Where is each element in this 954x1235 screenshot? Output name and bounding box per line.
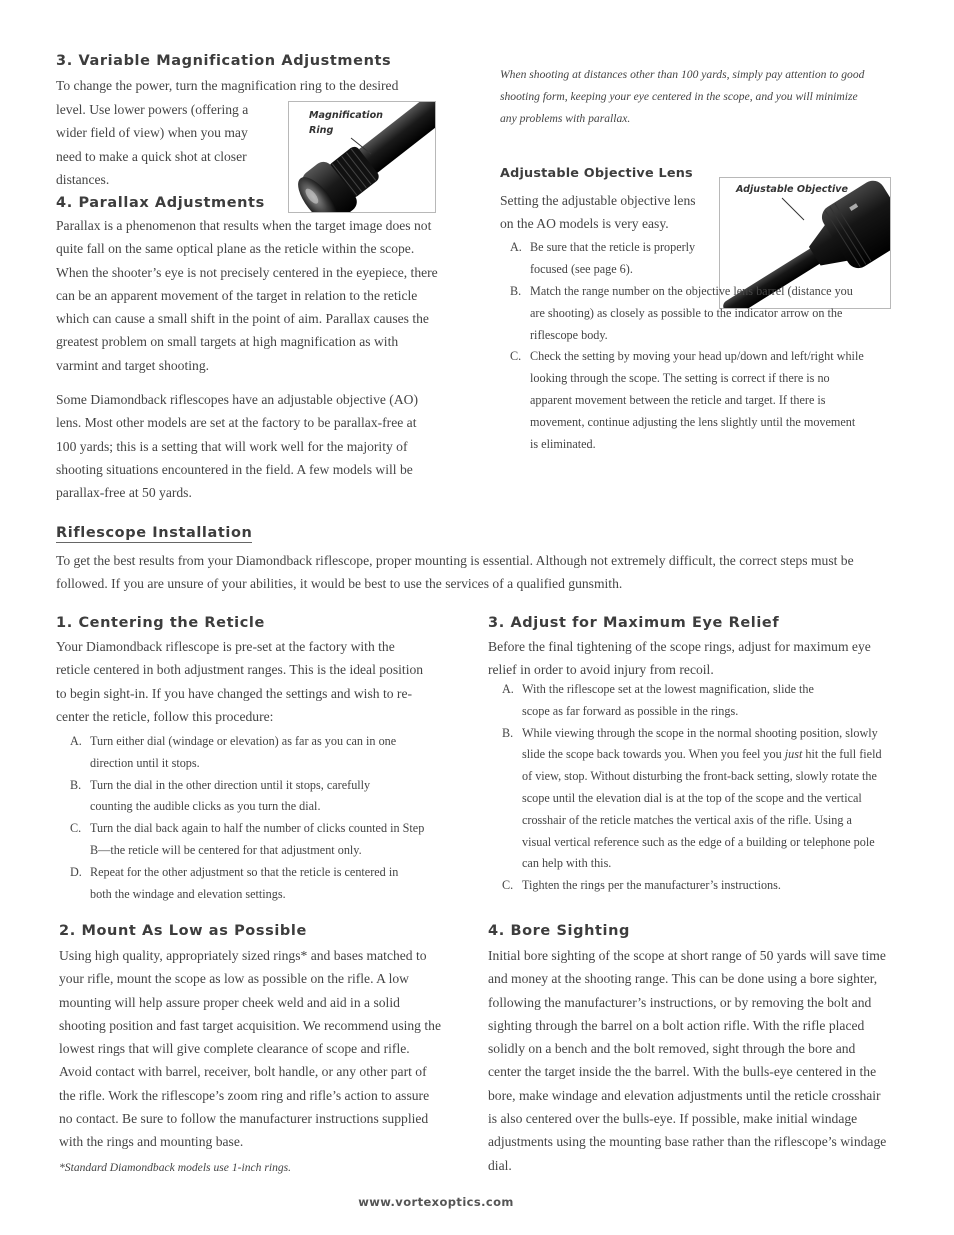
riflescope-installation-heading: Riflescope Installation [56,525,253,541]
rings-footnote: *Standard Diamondback models use 1-inch rings. [59,1161,292,1174]
parallax-body: Parallax is a phenomenon that results when the target image does not quite fall on the same optical plane as the reticle within the scope. When the shooter’s eye is not precisely centered in the eyepiece, there can be an apparent movement of the target in relation to the reticle which can cause a small shift in the point of aim. Parallax causes the greatest problem on small targets at high magnification as with varmint and target shooting. [56,218,438,373]
ao-steps-list [496,281,871,455]
eye-relief-heading: 3. Adjust for Maximum Eye Relief [488,615,780,631]
eye-relief-body: Before the final tightening of the scope rings, adjust for maximum eye relief in order to avoid injury from recoil. [488,639,871,678]
parallax-heading: 4. Parallax Adjustments [56,195,265,211]
list-item: D. Repeat for the other adjustment so that the reticle is centered in both the windage and elevation settings. [70,864,399,901]
ao-models-body: Some Diamondback riflescopes have an adjustable objective (AO) lens. Most other models are set at the factory to be parallax-free at 100 yards; this is a setting that will work well for the majority of shooting situations encountered in the field. A few models will be parallax-free at 50 yards. [56,392,418,501]
parallax-note: When shooting at distances other than 100 yards, simply pay attention to good shooting form, keeping your eye centered in the scope, and you will minimize any problems with parallax. [500,68,865,125]
list-item: C. Turn the dial back again to half the number of clicks counted in Step B—the reticle will be centered for that adjustment only. [70,821,425,857]
list-item: A. Turn either dial (windage or elevation) as far as you can in one direction until it stops. [70,734,397,770]
centering-reticle-body: Your Diamondback riflescope is pre-set at the factory with the reticle centered in both adjustment ranges. This is the ideal position to begin sight-in. If you have changed the settings and wish to re-center the reticle, follow this procedure: [56,639,424,724]
centering-steps-list [56,731,436,905]
variable-magnification-heading: 3. Variable Magnification Adjustments [56,53,392,69]
label-pointer-line [289,102,435,212]
bore-sighting-heading: 4. Bore Sighting [488,923,631,939]
magnification-ring-figure [288,101,436,213]
list-item: A. With the riflescope set at the lowest magnification, slide the scope as far forward as possible in the rings. [502,682,814,718]
bore-sighting-body: Initial bore sighting of the scope at short range of 50 yards will save time and money at the shooting range. This can be done using a bore sighter, following the manufacturer’s instructions, or by removing the bolt and sighting through the barrel on a bolt action rifle. With the rifle placed solidly on a bench and the bolt removed, sight through the bore and center the target inside the the barrel. With the bulls-eye centered in the bore, make windage and elevation adjustments until the reticle crosshair is also centered over the bulls-eye. If possible, make initial windage adjustments using the mounting base rather than the riflescope’s windage dial. [488,948,887,1173]
ao-steps-list [496,237,711,281]
adjustable-objective-label: Adjustable Objective [736,184,849,195]
list-item: A. Be sure that the reticle is properly focused (see page 6). [510,240,696,276]
magnification-ring-label: Magnification Ring [309,110,384,136]
variable-magnification-intro: To change the power, turn the magnification ring to the desired [56,78,399,93]
adjustable-objective-heading: Adjustable Objective Lens [500,166,693,181]
centering-reticle-heading: 1. Centering the Reticle [56,615,265,631]
list-item: B. Match the range number on the objective lens barrel (distance you are shooting) as closely as possible to the indicator arrow on the riflescope body. [510,284,853,342]
footer-url[interactable]: www.vortexoptics.com [358,1195,514,1209]
list-item: B. Turn the dial in the other direction until it stops, carefully counting the audible clicks as you turn the dial. [70,777,371,814]
adjustable-objective-intro: Setting the adjustable objective lens on the AO models is very easy. [500,193,696,232]
mount-low-heading: 2. Mount As Low as Possible [59,923,307,939]
installation-intro: To get the best results from your Diamondback riflescope, proper mounting is essential. Although not extremely difficult, the correct steps must be followed. If you are unsure of your abilities, it would be best to use the services of a qualified gunsmith. [56,553,854,592]
variable-magnification-body: level. Use lower powers (offering a wider field of view) when you may need to make a quick shot at closer distances. [56,102,249,187]
list-item: C. Check the setting by moving your head up/down and left/right while looking through the scope. The setting is correct if there is no apparent movement between the reticle and target. If there is movement, continue adjusting the lens slightly until the movement is eliminated. [510,349,864,451]
list-item: B. While viewing through the scope in the normal shooting position, slowly slide the scope back towards you. When you feel you just hit the full field of view, stop. Without disturbing the front-back setting, slowly rotate the scope until the elevation dial is at the top of the scope and the vertical crosshair of the reticle matches the vertical axis of the rifle. Using a visual vertical reference such as the edge of a building or telephone pole can help with this. [502,725,882,871]
list-item: C. Tighten the rings per the manufacturer’s instructions. [502,878,781,893]
eye-relief-steps-list [488,679,888,897]
mount-low-body: Using high quality, appropriately sized rings* and bases matched to your rifle, mount the scope as low as possible on the rifle. A low mounting will help assure proper cheek weld and aid in a solid shooting position and fast target acquisition. We recommend using the lowest rings that will give complete clearance of scope and rifle. Avoid contact with barrel, receiver, bolt handle, or any other part of the rifle. Work the riflescope’s zoom ring and rifle’s action to assure no contact. Be sure to follow the manufacturer instructions supplied with the rings and mounting base. [59,948,441,1150]
